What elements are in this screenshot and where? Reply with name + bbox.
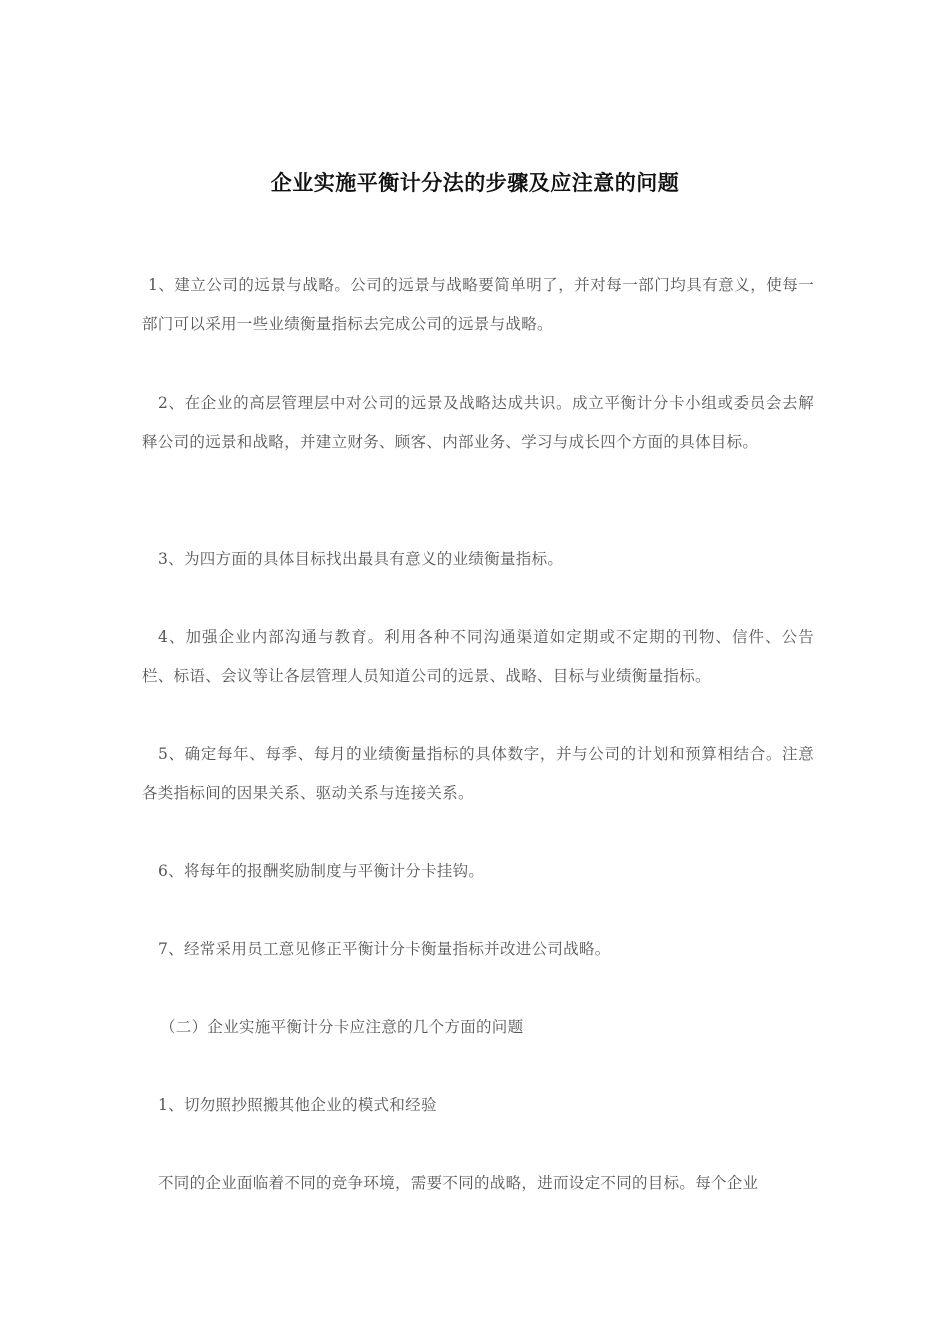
- section-heading-2: （二）企业实施平衡计分卡应注意的几个方面的问题: [160, 1018, 524, 1036]
- paragraph-step-7: 7、经常采用员工意见修正平衡计分卡衡量指标并改进公司战略。: [158, 940, 611, 958]
- subsection-heading-1: 1、切勿照抄照搬其他企业的模式和经验: [158, 1096, 437, 1114]
- paragraph-step-5: 5、确定每年、每季、每月的业绩衡量指标的具体数字，并与公司的计划和预算相结合。注意各类指标间的因果关系、驱动关系与连接关系。: [142, 745, 814, 802]
- paragraph-step-1: 1、建立公司的远景与战略。公司的远景与战略要简单明了，并对每一部门均具有意义，使每一部门可以采用一些业绩衡量指标去完成公司的远景与战略。: [142, 276, 814, 333]
- paragraph-step-3: 3、为四方面的具体目标找出最具有意义的业绩衡量指标。: [158, 550, 564, 568]
- paragraph-step-6: 6、将每年的报酬奖励制度与平衡计分卡挂钩。: [158, 862, 485, 880]
- paragraph-body-1: 不同的企业面临着不同的竞争环境，需要不同的战略，进而设定不同的目标。每个企业: [158, 1174, 759, 1192]
- paragraph-step-4: 4、加强企业内部沟通与教育。利用各种不同沟通渠道如定期或不定期的刊物、信件、公告栏、标语、会议等让各层管理人员知道公司的远景、战略、目标与业绩衡量指标。: [142, 628, 814, 685]
- document-title: 企业实施平衡计分法的步骤及应注意的问题: [270, 170, 680, 195]
- paragraph-step-2: 2、在企业的高层管理层中对公司的远景及战略达成共识。成立平衡计分卡小组或委员会去解释公司的远景和战略，并建立财务、顾客、内部业务、学习与成长四个方面的具体目标。: [142, 394, 814, 451]
